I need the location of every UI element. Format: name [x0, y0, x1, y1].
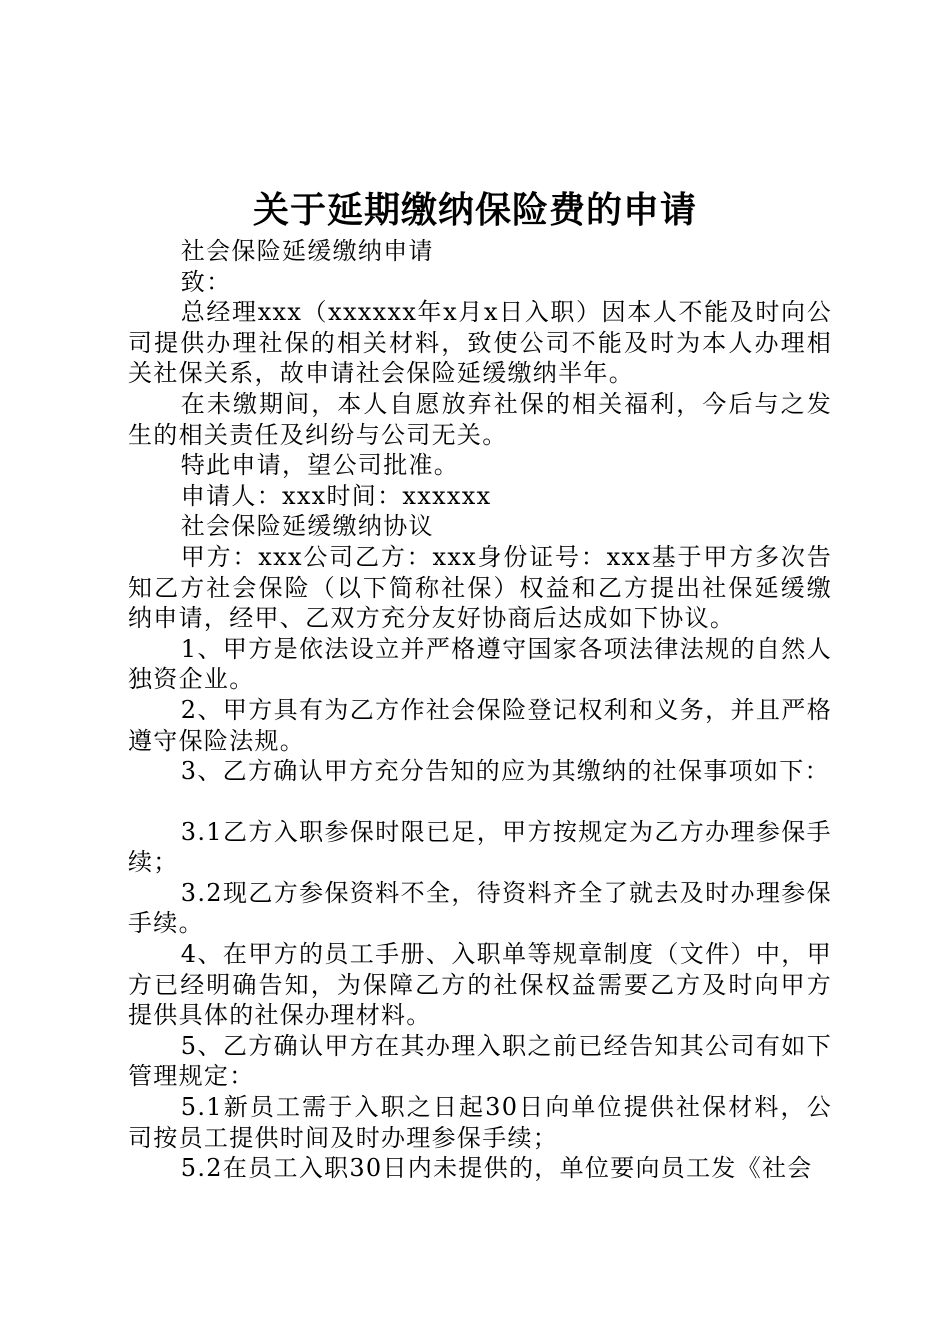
paragraph: 5、乙方确认甲方在其办理入职之前已经告知其公司有如下管理规定：	[128, 1031, 832, 1091]
paragraph: 2、甲方具有为乙方作社会保险登记权利和义务，并且严格遵守保险法规。	[128, 695, 832, 755]
paragraph: 4、在甲方的员工手册、入职单等规章制度（文件）中，甲方已经明确告知，为保障乙方的社保权益需要乙方及时向甲方提供具体的社保办理材料。	[128, 940, 832, 1030]
paragraph: 社会保险延缓缴纳协议	[180, 512, 434, 541]
paragraph: 5.2在员工入职30日内未提供的，单位要向员工发《社会	[180, 1154, 813, 1183]
paragraph: 3.2现乙方参保资料不全，待资料齐全了就去及时办理参保手续。	[128, 878, 832, 938]
paragraph: 甲方：xxx公司乙方：xxx身份证号：xxx基于甲方多次告知乙方社会保险（以下简称社保）权益和乙方提出社保延缓缴纳申请，经甲、乙双方充分友好协商后达成如下协议。	[128, 542, 832, 633]
paragraph: 在未缴期间，本人自愿放弃社保的相关福利，今后与之发生的相关责任及纠纷与公司无关。	[128, 389, 832, 449]
paragraph: 总经理xxx（xxxxxx年x月x日入职）因本人不能及时向公司提供办理社保的相关材料，致使公司不能及时为本人办理相关社保关系，故申请社会保险延缓缴纳半年。	[128, 298, 832, 388]
paragraph: 致：	[180, 267, 232, 296]
paragraph: 社会保险延缓缴纳申请	[180, 237, 434, 265]
paragraph: 1、甲方是依法设立并严格遵守国家各项法律法规的自然人独资企业。	[128, 634, 832, 694]
paragraph: 申请人：xxx时间：xxxxxx	[180, 481, 492, 510]
paragraph: 特此申请，望公司批准。	[180, 451, 460, 480]
document-body	[128, 236, 832, 1184]
paragraph: 5.1新员工需于入职之日起30日向单位提供社保材料，公司按员工提供时间及时办理参保手续；	[128, 1093, 832, 1152]
paragraph: 3、乙方确认甲方充分告知的应为其缴纳的社保事项如下：	[180, 757, 830, 786]
paragraph: 3.1乙方入职参保时限已足，甲方按规定为乙方办理参保手续；	[128, 817, 832, 877]
document-title: 关于延期缴纳保险费的申请	[252, 189, 697, 231]
